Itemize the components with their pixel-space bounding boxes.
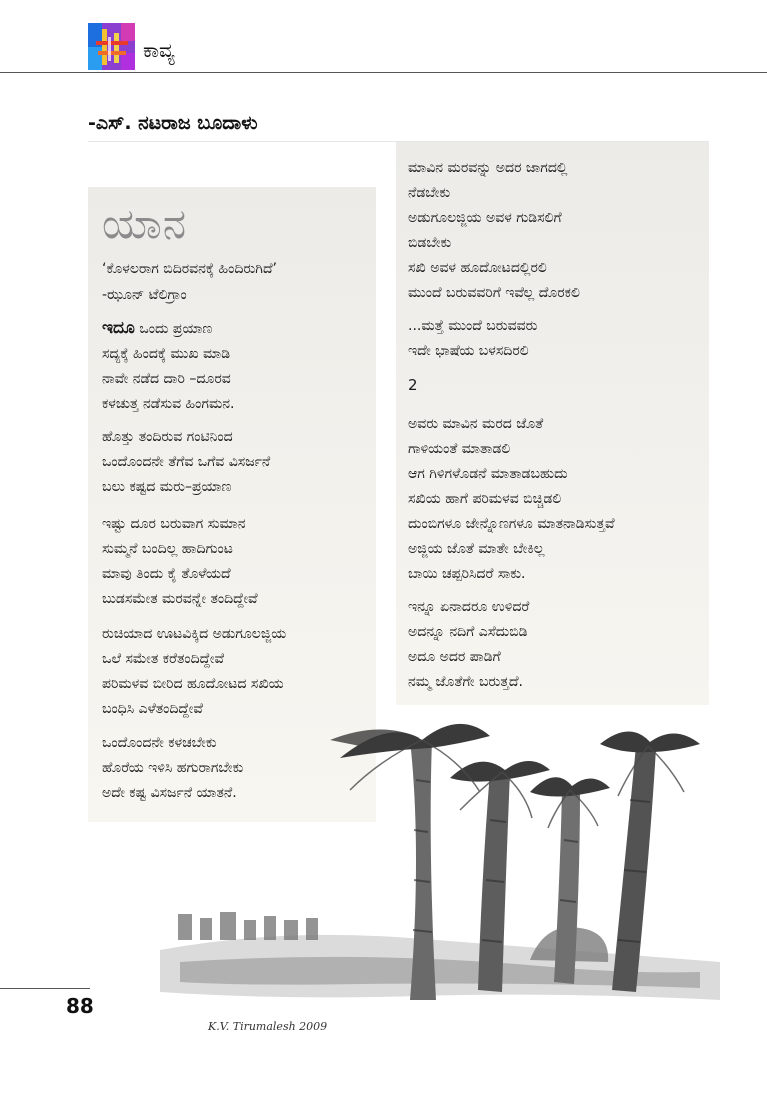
poem-line: ನಮ್ಮ ಜೊತೆಗೇ ಬರುತ್ತದೆ. — [408, 674, 523, 690]
poem-line: ಇನ್ನೂ ಏನಾದರೂ ಉಳಿದರೆ — [408, 599, 530, 615]
poem-line: ಸದ್ಯಕ್ಕೆ ಹಿಂದಕ್ಕೆ ಮುಖ ಮಾಡಿ — [102, 346, 231, 362]
poem-line: ಅಡುಗೂಲಜ್ಜಿಯ ಅವಳ ಗುಡಿಸಲಿಗೆ — [408, 210, 562, 226]
poem-line: ಇಷ್ಟು ದೂರ ಬರುವಾಗ ಸುಮಾನ — [102, 516, 246, 532]
poem-line: ಸುಮ್ಮನೆ ಬಂದಿಲ್ಲ ಹಾದಿಗುಂಟ — [102, 541, 233, 557]
poem-line: ರುಚಿಯಾದ ಊಟವಿಕ್ಕಿದ ಅಡುಗೂಲಜ್ಜಿಯ — [102, 626, 287, 642]
stanza — [102, 512, 258, 612]
poem-line: ಬಲು ಕಷ್ಟದ ಮರು–ಪ್ರಯಾಣ — [102, 479, 232, 495]
poem-line: ಅವರು ಮಾವಿನ ಮರದ ಜೊತೆ — [408, 416, 544, 432]
magazine-logo-icon — [88, 23, 135, 70]
poem-line: ಪರಿಮಳವ ಬೀರಿದ ಹೂದೋಟದ ಸಖಿಯ — [102, 676, 284, 692]
poem-line: ಅದೂ ಅದರ ಪಾಡಿಗೆ — [408, 649, 501, 665]
page-number: 88 — [66, 994, 94, 1018]
poem-line: ...ಮತ್ತೆ ಮುಂದೆ ಬರುವವರು — [408, 318, 538, 334]
part-number: 2 — [408, 376, 418, 394]
poem-line: ಸಖಿಯ ಹಾಗೆ ಪರಿಮಳವ ಬಿಚ್ಚಿಡಲಿ — [408, 491, 562, 507]
poem-line: ಬುಡಸಮೇತ ಮರವನ್ನೇ ತಂದಿದ್ದೇವೆ — [102, 591, 258, 607]
epigraph-quote: ‘ಕೊಳಲರಾಗ ಬಿದಿರವನಕ್ಕೆ ಹಿಂದಿರುಗಿದೆ’ — [102, 261, 277, 277]
author-name: -ಎಸ್. ನಟರಾಜ ಬೂದಾಳು — [88, 112, 258, 134]
poem-line: ಸಖಿ ಅವಳ ಹೂದೋಟದಲ್ಲಿರಲಿ — [408, 260, 547, 276]
poem-line: ಗಾಳಿಯಂತೆ ಮಾತಾಡಲಿ — [408, 441, 511, 457]
header-divider — [0, 72, 767, 73]
stanza — [102, 316, 235, 417]
poem-line: ಹೊರೆಯ ಇಳಿಸಿ ಹಗುರಾಗಬೇಕು — [102, 760, 244, 776]
poem-line: ನೆಡಬೇಕು — [408, 185, 451, 201]
poem-line: ಒಂದೊಂದನೇ ತೆಗೆವ ಒಗೆವ ವಿಸರ್ಜನೆ — [102, 454, 271, 470]
poem-line: ನಾವೇ ನಡೆದ ದಾರಿ –ದೂರವ — [102, 371, 231, 387]
illustration-signature: K.V. Tirumalesh 2009 — [208, 1020, 328, 1033]
poem-line: ಒಲೆ ಸಮೇತ ಕರೆತಂದಿದ್ದೇವೆ — [102, 651, 225, 667]
poem-line: ಕಳಚುತ್ತ ನಡೆಸುವ ಹಿಂಗಮನ. — [102, 396, 235, 412]
stanza — [102, 425, 270, 500]
poem-line: ಬಂಧಿಸಿ ಎಳೆತಂದಿದ್ದೇವೆ — [102, 701, 203, 717]
stanza — [408, 314, 537, 364]
section-label: ಕಾವ್ಯ — [143, 38, 175, 62]
stanza-first-rest: ಒಂದು ಪ್ರಯಾಣ — [134, 321, 213, 337]
stanza — [408, 156, 580, 306]
poem-line: ಇದೇ ಭಾಷೆಯ ಬಳಸದಿರಲಿ — [408, 343, 529, 359]
poem-line: ಮಾವಿನ ಮರವನ್ನು ಅದರ ಜಾಗದಲ್ಲಿ — [408, 160, 568, 176]
poem-line: ಆಗ ಗಿಳಿಗಳೊಡನೆ ಮಾತಾಡಬಹುದು — [408, 466, 568, 482]
epigraph — [102, 256, 277, 308]
poem-line: ಮುಂದೆ ಬರುವವರಿಗೆ ಇವೆಲ್ಲ ದೊರಕಲಿ — [408, 285, 580, 301]
poem-line: ಅಜ್ಜಿಯ ಜೊತೆ ಮಾತೇ ಬೇಕಿಲ್ಲ — [408, 541, 545, 557]
epigraph-attribution: -ಝೂನ್ ಟೆಲಿಗ್ರಾಂ — [102, 287, 187, 303]
poem-line: ಹೊತ್ತು ತಂದಿರುವ ಗಂಟಿನಿಂದ — [102, 429, 233, 445]
stanza — [408, 595, 529, 695]
poem-line: ಬಾಯಿ ಚಪ್ಪರಿಸಿದರೆ ಸಾಕು. — [408, 566, 526, 582]
palm-trees-illustration — [160, 700, 720, 1060]
stanza — [408, 412, 615, 587]
poem-line — [102, 316, 235, 342]
footer-divider — [0, 988, 90, 989]
stanza-first-word: ಇದೂ — [102, 318, 135, 338]
poem-line: ದುಂಬಿಗಳೂ ಜೇನ್ನೊಣಗಳೂ ಮಾತನಾಡಿಸುತ್ತವೆ — [408, 516, 615, 532]
poem-line: ಅದೇ ಕಷ್ಟ ವಿಸರ್ಜನೆ ಯಾತನೆ. — [102, 785, 237, 801]
poem-title: ಯಾನ — [102, 199, 188, 248]
poem-line: ಮಾವು ತಿಂದು ಕೈ ತೊಳೆಯದೆ — [102, 566, 231, 582]
poem-line: ಅದನ್ನೂ ನದಿಗೆ ಎಸೆದುಬಿಡಿ — [408, 624, 528, 640]
poem-line: ಬಿಡಬೇಕು — [408, 235, 452, 251]
poem-line: ಒಂದೊಂದನೇ ಕಳಚಬೇಕು — [102, 735, 217, 751]
